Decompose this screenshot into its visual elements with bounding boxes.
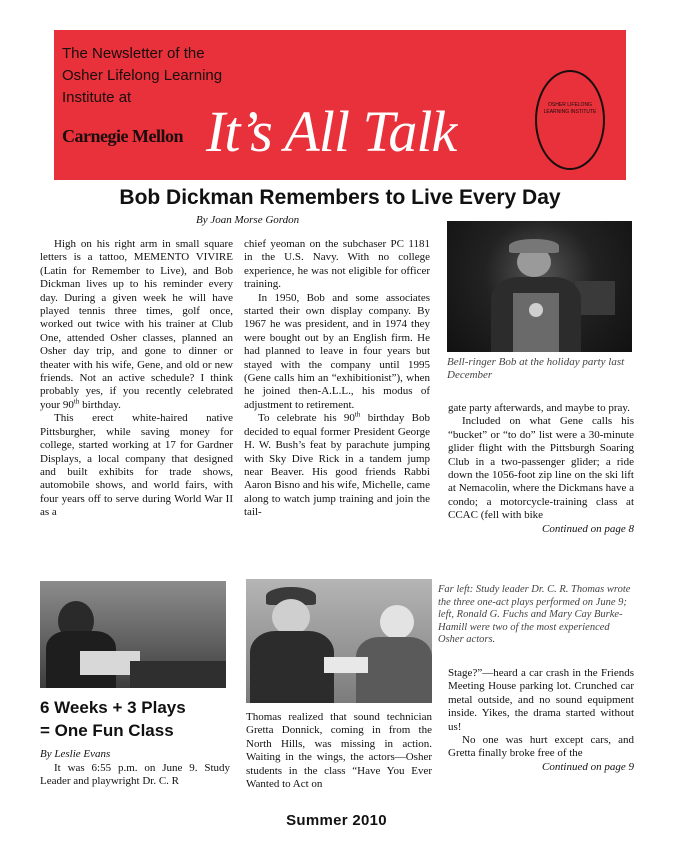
newsletter-title: It’s All Talk [206, 99, 457, 164]
paragraph: Included on what Gene calls his “bucket” or “to do” list were a 30-minute glider flight with the Pittsburgh Soaring Club in a two-passenger glider; a ride down the 1056-foot zip line on the ski lift at Nemacolin, where the Dickmans have a condo; a motorcycle-training class at CCAC (fell with bike [448, 415, 635, 522]
masthead-line-2: Osher Lifelong Learning [62, 67, 223, 84]
paragraph: Stage?”—heard a car crash in the Friends Meeting House parking lot. Crunched car metal outside, and no sound equipment inside. Yikes, the drama started without us! [448, 667, 634, 733]
paragraph: It was 6:55 p.m. on June 9. Study Leader and playwright Dr. C. R [40, 762, 230, 788]
second-article-column-3 [448, 667, 634, 774]
second-article-byline: By Leslie Evans [40, 748, 111, 760]
paragraph: chief yeoman on the subchaser PC 1181 in the U.S. Navy. With no college experience, he was not eligible for officer training. [244, 238, 430, 291]
article-byline: By Joan Morse Gordon [196, 214, 300, 226]
headline-line: 6 Weeks + 3 Plays [40, 698, 186, 717]
second-article-column-1 [40, 762, 230, 789]
carnegie-mellon-wordmark: Carnegie Mellon [62, 126, 183, 146]
second-photo-caption: Far left: Study leader Dr. C. R. Thomas wrote the three one-act plays performed on June 9; left, Ronald G. Fuchs and Mary Cay Burke-Hamill were two of the most experienced Osher actors. [438, 584, 631, 645]
paragraph: High on his right arm in small square letters is a tattoo, MEMENTO VIVIRE (Latin for Remember to Live), and Bob Dickman lives up to his reminder every day. During a given week he will have played tennis three times, golf once, worked out twice with his trainer at Club One, attended Osher classes, planned an Osher day trip, and gone to dinner or theater with his wife, Gene, and old or new friends. Not an active schedule? I think probably yes, if you recently celebrated your 90th birthday. [40, 238, 233, 411]
article-headline: Bob Dickman Remembers to Live Every Day [119, 186, 561, 209]
study-leader-photo [40, 581, 226, 688]
second-article-headline [40, 696, 240, 742]
masthead-line-3: Institute at [62, 89, 132, 106]
issue-footer: Summer 2010 [286, 812, 387, 829]
masthead-line-1: The Newsletter of the [62, 45, 205, 62]
paragraph: To celebrate his 90th birthday Bob decided to equal former President George H. W. Bush’s feat by parachute jumping with Sky Dive Rick in a tandem jump near Beaver. His good friends Rabbi Aaron Bisno and his wife, Michelle, came along to watch jump training and join the tail- [244, 410, 430, 519]
second-article-column-2 [246, 711, 432, 791]
photo-caption: Bell-ringer Bob at the holiday party last December [447, 356, 625, 381]
article-column-2 [244, 238, 430, 520]
masthead-banner [54, 30, 626, 180]
article-column-1 [40, 238, 233, 520]
paragraph: This erect white-haired native Pittsburgher, while saving money for college, started working at 17 for Gardner Displays, a local company that designed and built exhibits for trade shows, automobile shows, and world fairs, with four years off to serve during World War II as a [40, 412, 233, 519]
paragraph: gate party afterwards, and maybe to pray. [448, 402, 630, 414]
continued-note: Continued on page 8 [542, 522, 634, 535]
paragraph: Thomas realized that sound technician Gretta Donnick, coming in from the North Hills, was missing in action. Waiting in the wings, the actors—Osher students in the class “Have You Ever Wanted to Act on [246, 711, 432, 791]
paragraph: In 1950, Bob and some associates started their own display company. By 1967 he was president, and in 1974 they were bought out by an English firm. He had planned to leave in four years but stayed with the company until 1995 (Gene calls him an “exhibitionist”), when he joined then-A.L.L., his modus of adjustment to retirement. [244, 291, 430, 411]
article-column-3 [448, 402, 634, 536]
headline-line: = One Fun Class [40, 721, 174, 740]
actors-photo [246, 579, 432, 703]
paragraph: No one was hurt except cars, and Gretta finally broke free of the [448, 734, 634, 760]
bell-ringer-photo [447, 221, 632, 352]
osher-logo-icon [535, 70, 605, 170]
continued-note: Continued on page 9 [542, 760, 634, 773]
osher-logo-text: OSHER LIFELONG LEARNING INSTITUTE [543, 102, 597, 115]
